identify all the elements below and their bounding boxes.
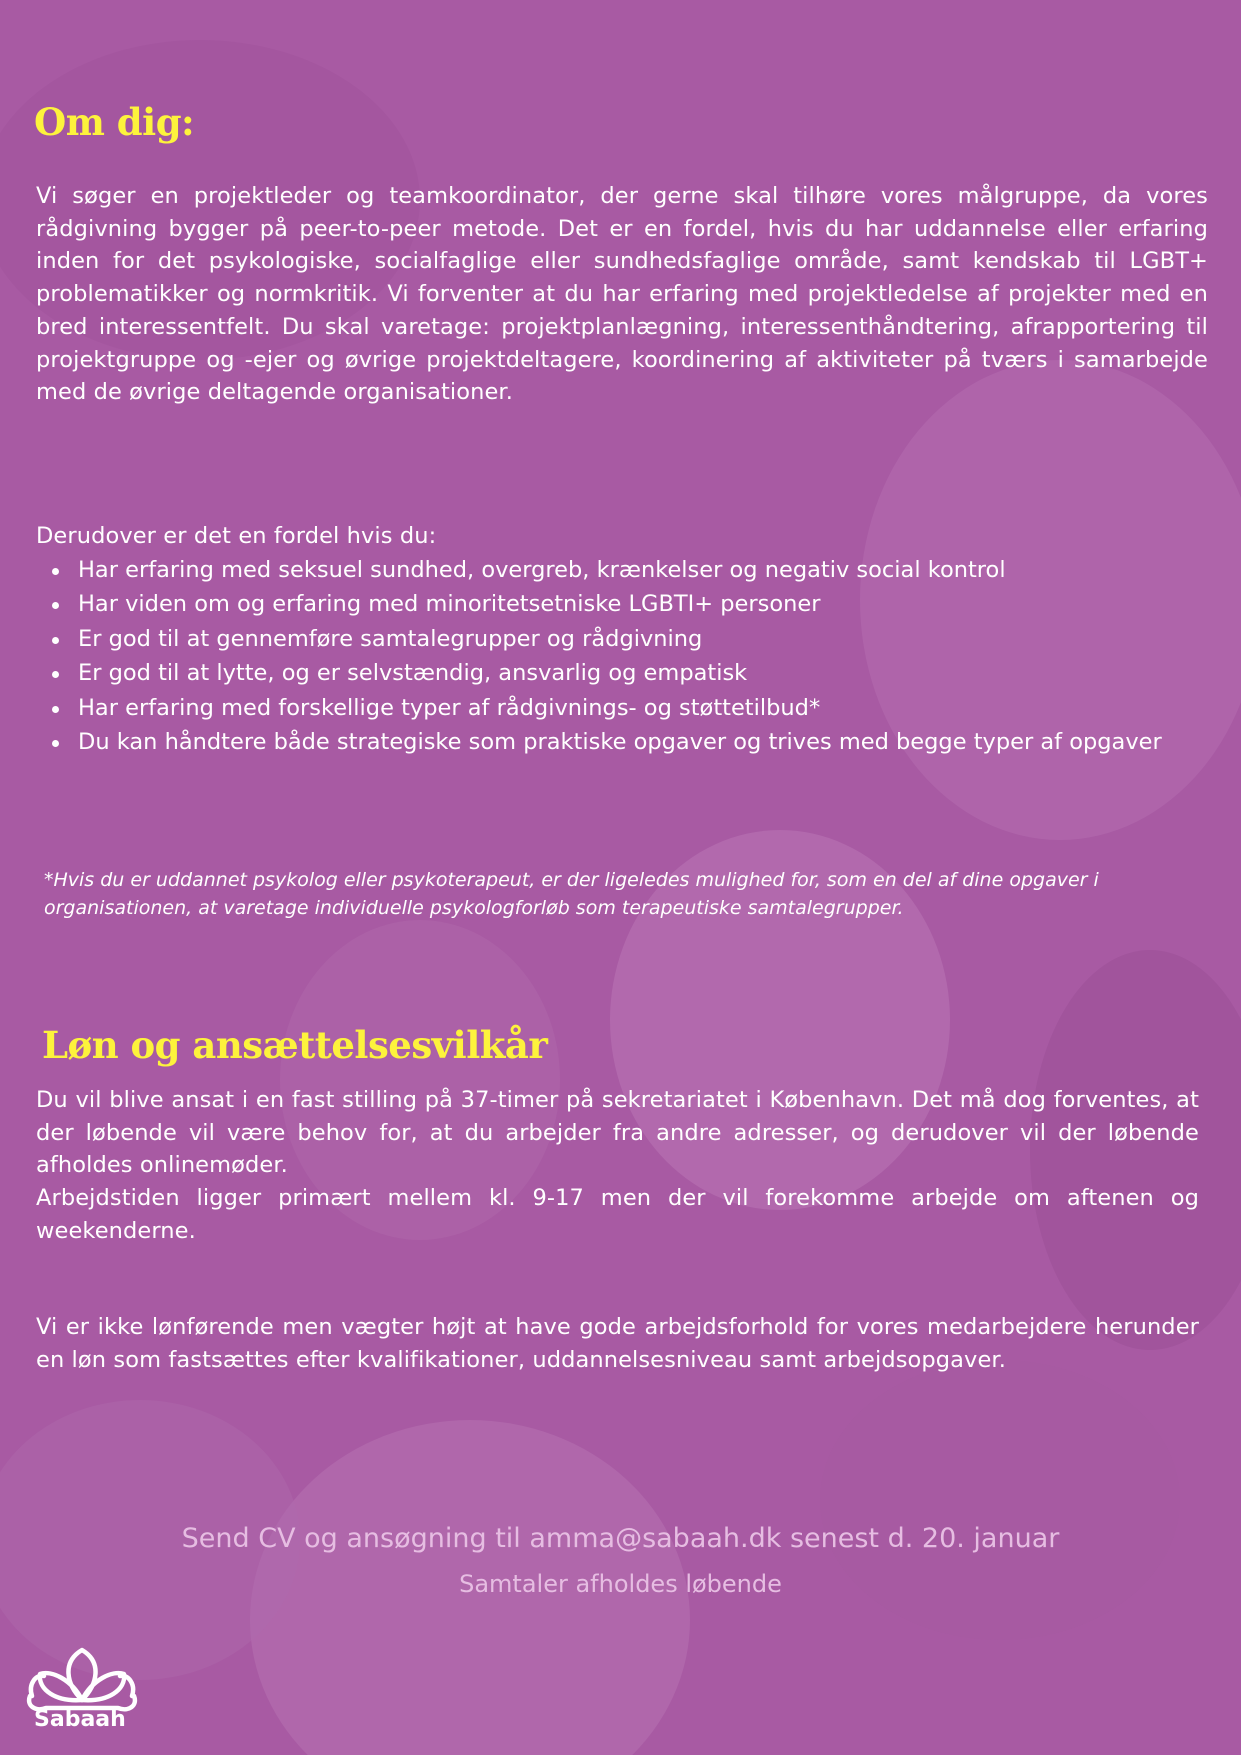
about-intro-paragraph xyxy=(36,180,1208,409)
bullet-icon xyxy=(52,706,59,713)
list-item xyxy=(36,691,1208,725)
list-item-text: Du kan håndtere både strategiske som praktiske opgaver og trives med begge typer af opgaver xyxy=(78,729,1162,756)
bullet-icon xyxy=(52,568,59,575)
logo-wordmark: Sabaah xyxy=(34,1707,126,1732)
list-item-text: Er god til at gennemføre samtalegrupper og rådgivning xyxy=(78,625,703,652)
list-item xyxy=(36,622,1208,656)
list-item-text: Har erfaring med forskellige typer af rådgivnings- og støttetilbud* xyxy=(78,694,821,721)
salary-text-2: Arbejdstiden ligger primært mellem kl. 9-17 men der vil forekomme arbejde om aftenen og weekenderne. xyxy=(36,1185,1199,1244)
advantage-intro-paragraph xyxy=(36,520,1208,553)
bullet-icon xyxy=(52,637,59,644)
list-item-text: Er god til at lytte, og er selvstændig, ansvarlig og empatisk xyxy=(78,660,748,687)
salary-paragraph-2 xyxy=(36,1311,1199,1376)
advantage-intro-text: Derudover er det en fordel hvis du: xyxy=(36,523,437,549)
list-item xyxy=(36,587,1208,621)
list-item xyxy=(36,553,1208,587)
list-item-text: Har erfaring med seksuel sundhed, overgreb, krænkelser og negativ social kontrol xyxy=(78,557,1006,583)
list-item xyxy=(36,656,1208,690)
bullet-icon xyxy=(52,671,59,678)
interview-note: Samtaler afholdes løbende xyxy=(459,1570,782,1598)
advantage-list xyxy=(36,553,1208,759)
application-instruction: Send CV og ansøgning til amma@sabaah.dk senest d. 20. januar xyxy=(181,1523,1060,1554)
about-intro-text: Vi søger en projektleder og teamkoordinator, der gerne skal tilhøre vores målgruppe, da vores rådgivning bygger på peer-to-peer metode. Det er en fordel, hvis du har uddannelse eller erfaring inden for det psykologiske, socialfaglige eller sundhedsfaglige område, samt kendskab til LGBT+ problematikker og normkritik. Vi forventer at du har erfaring med projektledelse af projekter med en bred interessentfelt. Du skal varetage: projektplanlægning, interessenthåndtering, afrapportering til projektgruppe og -ejer og øvrige projektdeltagere, koordinering af aktiviteter på tværs i samarbejde med de øvrige deltagende organisationer. xyxy=(36,183,1208,406)
salary-text-3: Vi er ikke lønførende men vægter højt at have gode arbejdsforhold for vores medarbejdere herunder en løn som fastsættes efter kvalifikationer, uddannelsesniveau samt arbejdsopgaver. xyxy=(36,1314,1199,1373)
list-item xyxy=(36,725,1208,759)
salary-paragraph-1 xyxy=(36,1084,1199,1248)
salary-heading: Løn og ansættelsesvilkår xyxy=(42,1023,548,1067)
list-item-text: Har viden om og erfaring med minoritetsetniske LGBTI+ personer xyxy=(78,591,821,618)
bullet-icon xyxy=(52,602,59,609)
footnote: *Hvis du er uddannet psykolog eller psykoterapeut, er der ligeledes mulighed for, som en del af dine opgaver i organisationen, at varetage individuelle psykologforløb som terapeutiske samtalegrupper. xyxy=(44,869,1099,919)
about-heading: Om dig: xyxy=(34,100,195,144)
salary-text-1: Du vil blive ansat i en fast stilling på 37-timer på sekretariatet i København. Det må dog forventes, at der løbende vil være behov for, at du arbejder fra andre adresser, og derudover vil der løbende afholdes onlinemøder. xyxy=(36,1087,1199,1179)
bullet-icon xyxy=(52,740,59,747)
